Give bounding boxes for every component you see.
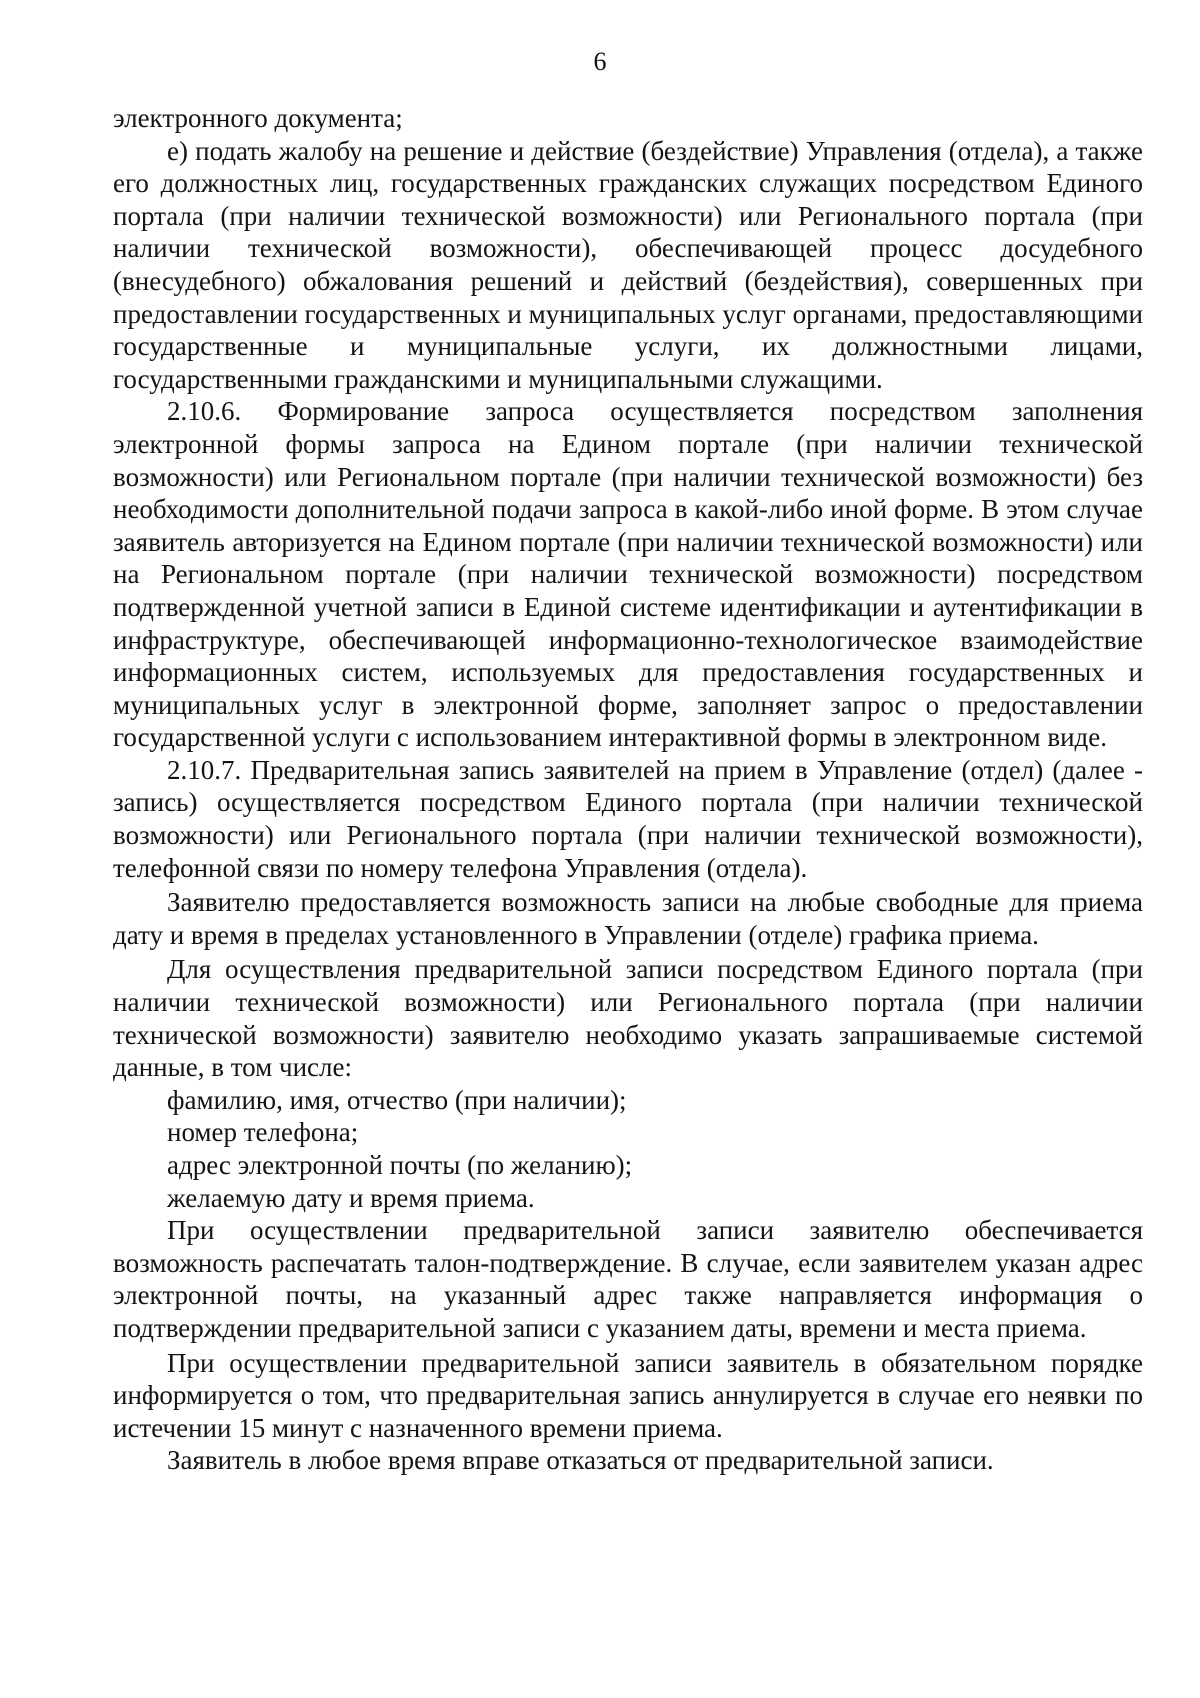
paragraph-right-to-cancel: Заявитель в любое время вправе отказаться от предварительной записи. — [167, 1445, 994, 1476]
list-item-date-time: желаемую дату и время приема. — [167, 1182, 535, 1213]
paragraph-cancellation-notice: При осуществлении предварительной записи заявитель в обязательном порядке информируется о том, что предварительная запись аннулируется в случае его неявки по истечении 15 минут с назначенного времени приема. — [113, 1347, 1143, 1443]
paragraph-continuation: электронного документа; — [113, 103, 403, 133]
paragraph-2-10-6: 2.10.6. Формирование запроса осуществляется посредством заполнения электронной формы запроса на Едином портале (при наличии технической возможности) или Региональном портале (при наличии технической возможности) без необходимости дополнительной подачи запроса в какой-либо иной форме. В этом случае заявитель авторизуется на Едином портале (при наличии технической возможности) или на Региональном портале (при наличии технической возможности) посредством подтвержденной учетной записи в Единой системе идентификации и аутентификации в инфраструктуре, обеспечивающей информационно-технологическое взаимодействие информационных систем, используемых для предоставления государственных и муниципальных услуг в электронной форме, заполняет запрос о предоставлении государственной услуги с использованием интерактивной формы в электронном виде. — [113, 396, 1143, 753]
list-item-phone: номер телефона; — [167, 1117, 359, 1148]
paragraph-2-10-7: 2.10.7. Предварительная запись заявителей на прием в Управление (отдел) (далее - запись) осуществляется посредством Единого портала (при наличии технической возможности) или Регионального портала (при наличии технической возможности), телефонной связи по номеру телефона Управления (отдела). — [113, 754, 1143, 883]
list-item-full-name: фамилию, имя, отчество (при наличии); — [167, 1084, 627, 1115]
paragraph-item-e: е) подать жалобу на решение и действие (бездействие) Управления (отдела), а также его должностных лиц, государственных гражданских служащих посредством Единого портала (при наличии технической возможности) или Регионального портала (при наличии технической возможности), обеспечивающей процесс досудебного (внесудебного) обжалования решений и действий (бездействия), совершенных при предоставлении государственных и муниципальных услуг органами, предоставляющими государственные и муниципальные услуги, их должностными лицами, государственными гражданскими и муниципальными служащими. — [113, 135, 1143, 394]
document-body — [113, 102, 1143, 1477]
paragraph-confirmation-ticket: При осуществлении предварительной записи заявителю обеспечивается возможность распечатать талон-подтверждение. В случае, если заявителем указан адрес электронной почты, на указанный адрес также направляется информация о подтверждении предварительной записи с указанием даты, времени и места приема. — [113, 1215, 1143, 1343]
page-number: 6 — [593, 47, 607, 76]
paragraph-required-data: Для осуществления предварительной записи посредством Единого портала (при наличии технической возможности) или Регионального портала (при наличии технической возможности) заявителю необходимо указать запрашиваемые системой данные, в том числе: — [113, 954, 1143, 1083]
paragraph-appointment-options: Заявителю предоставляется возможность записи на любые свободные для приема дату и время в пределах установленного в Управлении (отделе) графика приема. — [113, 887, 1143, 950]
list-item-email: адрес электронной почты (по желанию); — [167, 1150, 633, 1180]
